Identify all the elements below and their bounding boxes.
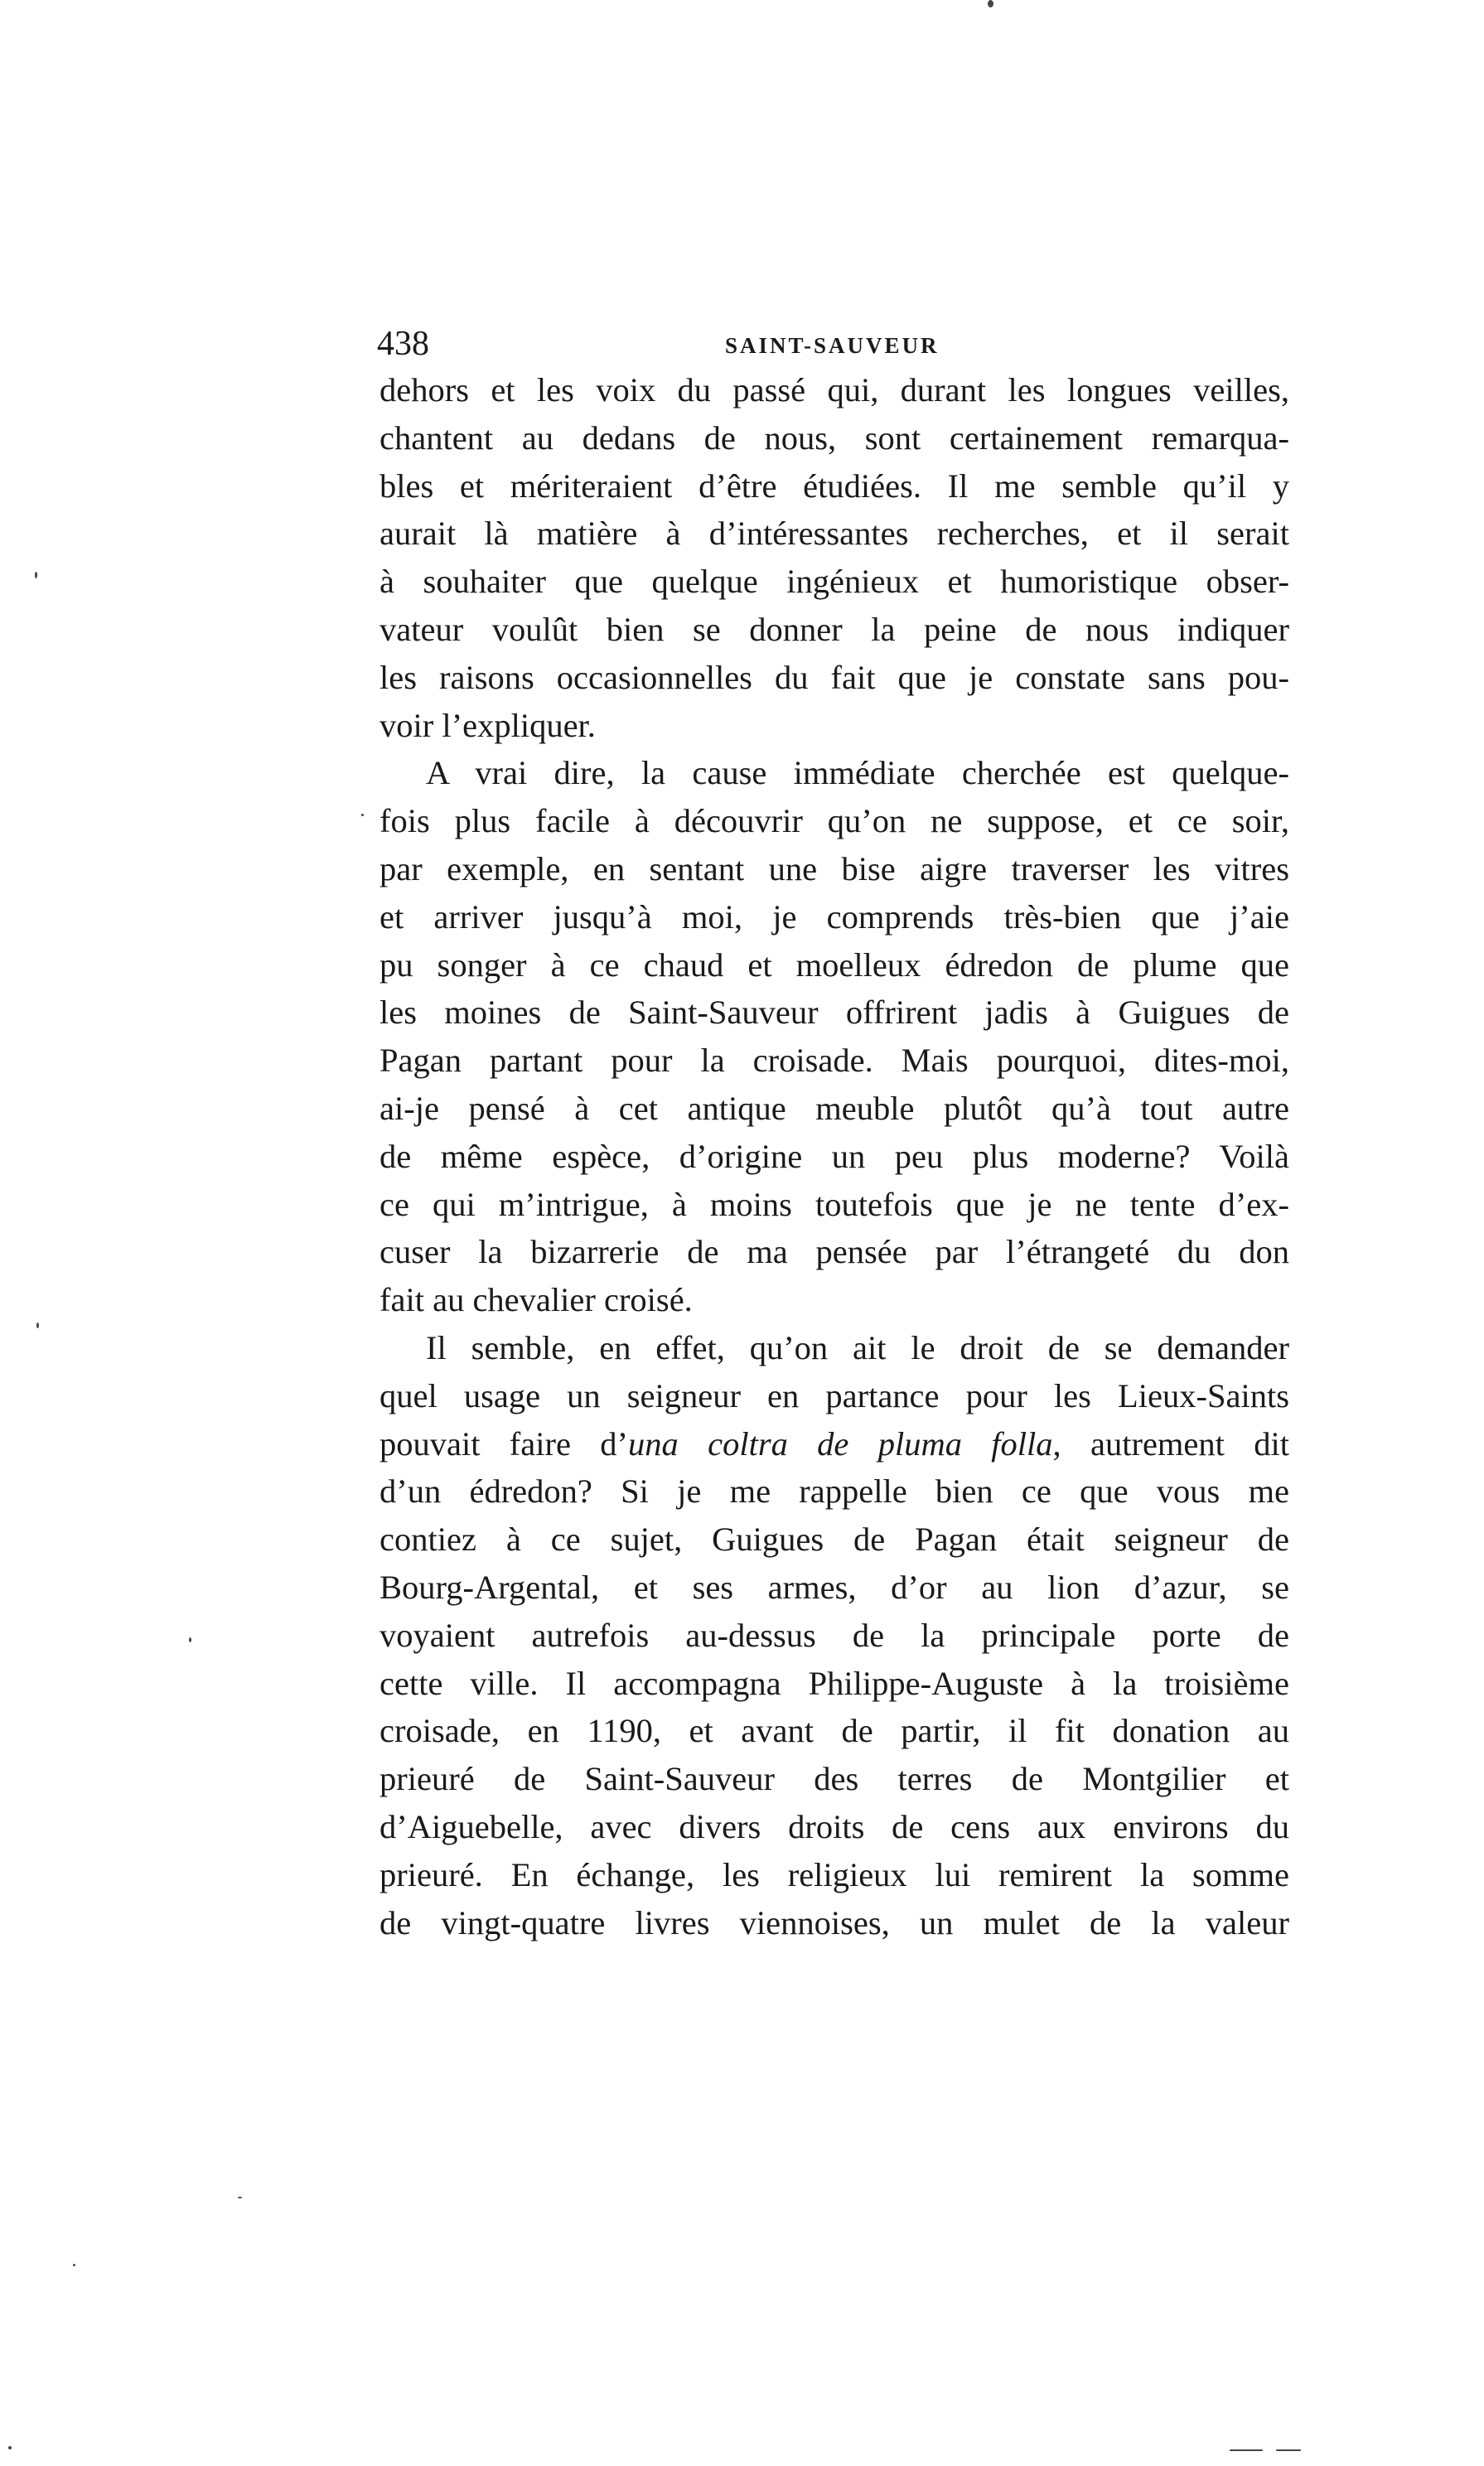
text-line: de vingt-quatre livres viennoises, un mulet de la valeur [379, 1903, 1289, 1941]
scan-speck [36, 1322, 39, 1328]
text-line: aurait là matière à d’intéressantes recherches, et il serait [379, 515, 1289, 553]
text-line: les moines de Saint-Sauveur offrirent jadis à Guigues de [379, 994, 1289, 1032]
scan-speck [361, 814, 364, 816]
text-line: fois plus facile à découvrir qu’on ne suppose, et ce soir, [379, 802, 1289, 840]
text-line-mixed [379, 1420, 1289, 1468]
scan-speck [988, 0, 993, 7]
text-line: vateur voulût bien se donner la peine de nous indiquer [379, 610, 1289, 648]
text-line: d’Aiguebelle, avec divers droits de cens aux environs du [379, 1807, 1289, 1845]
text-line: prieuré de Saint-Sauveur des terres de Montgilier et [379, 1760, 1289, 1798]
text-line: A vrai dire, la cause immédiate cherchée est quelque- [426, 754, 1289, 792]
text-line: par exemple, en sentant une bise aigre traverser les vitres [379, 849, 1289, 887]
text-line: bles et mériteraient d’être étudiées. Il me semble qu’il y [379, 467, 1289, 505]
text-line: ce qui m’intrigue, à moins toutefois que je ne tente d’ex- [379, 1185, 1289, 1223]
text-line: quel usage un seigneur en partance pour les Lieux-Saints [379, 1376, 1289, 1414]
running-head [377, 319, 1293, 369]
running-title: SAINT-SAUVEUR [725, 333, 940, 358]
text-line: les raisons occasionnelles du fait que je constate sans pou- [379, 658, 1289, 696]
text-line: Pagan partant pour la croisade. Mais pourquoi, dites-moi, [379, 1042, 1289, 1080]
text-run: , autrement dit [1052, 1424, 1289, 1463]
text-line: cuser la bizarrerie de ma pensée par l’étrangeté du don [379, 1233, 1289, 1271]
scan-speck [238, 2197, 242, 2198]
text-line: Bourg-Argental, et ses armes, d’or au lion d’azur, se [379, 1568, 1289, 1606]
italic-phrase: una coltra de pluma folla [628, 1424, 1053, 1463]
text-line: prieuré. En échange, les religieux lui remirent la somme [379, 1855, 1289, 1893]
text-line: Il semble, en effet, qu’on ait le droit de se demander [426, 1328, 1289, 1366]
text-line: et arriver jusqu’à moi, je comprends très-bien que j’aie [379, 897, 1289, 936]
scan-speck [8, 2446, 12, 2449]
text-line: chantent au dedans de nous, sont certainement remarqua- [379, 418, 1289, 457]
page-number: 438 [377, 325, 429, 363]
text-line: fait au chevalier croisé. [379, 1281, 693, 1319]
scan-speck [1230, 2449, 1263, 2451]
text-body [379, 366, 1289, 1946]
text-line: pu songer à ce chaud et moelleux édredon de plume que [379, 945, 1289, 984]
text-run: pouvait faire d’ [379, 1424, 629, 1463]
text-line: de même espèce, d’origine un peu plus moderne? Voilà [379, 1137, 1289, 1175]
text-line: voyaient autrefois au-dessus de la principale porte de [379, 1616, 1289, 1654]
text-line: voir l’expliquer. [379, 706, 596, 744]
scan-speck [35, 572, 37, 578]
text-line: à souhaiter que quelque ingénieux et humoristique obser- [379, 563, 1289, 601]
text-line: croisade, en 1190, et avant de partir, il fit donation au [379, 1712, 1289, 1750]
scan-speck [73, 2264, 75, 2266]
scan-speck [1276, 2449, 1301, 2451]
text-line: dehors et les voix du passé qui, durant les longues veilles, [379, 371, 1289, 409]
text-line: cette ville. Il accompagna Philippe-Auguste à la troisième [379, 1664, 1289, 1702]
scan-speck [189, 1637, 191, 1642]
text-line: ai-je pensé à cet antique meuble plutôt qu’à tout autre [379, 1089, 1289, 1127]
text-line: contiez à ce sujet, Guigues de Pagan était seigneur de [379, 1521, 1289, 1559]
text-line: d’un édredon? Si je me rappelle bien ce que vous me [379, 1472, 1289, 1511]
